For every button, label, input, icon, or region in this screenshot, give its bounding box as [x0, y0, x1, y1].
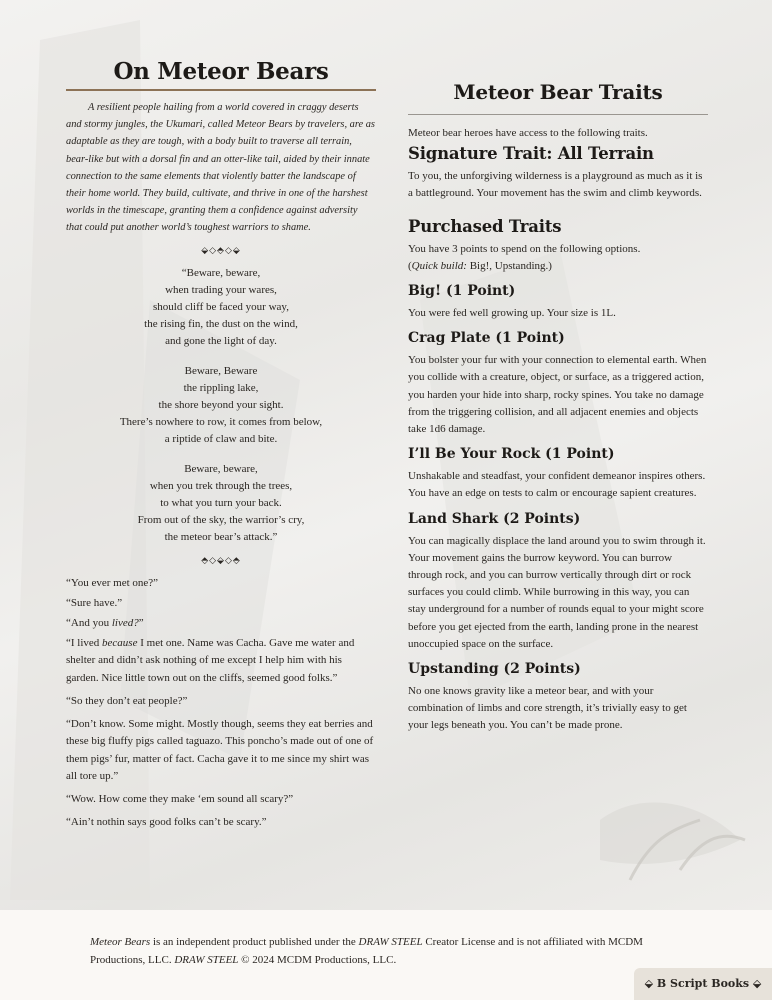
- license-text: © 2024 MCDM Productions, LLC.: [238, 953, 397, 966]
- poem: [66, 265, 376, 547]
- left-column: [66, 58, 376, 834]
- dialog-line: [66, 615, 376, 632]
- brand-name: DRAW STEEL: [174, 953, 239, 966]
- right-column: [408, 80, 708, 742]
- poem-line: Beware, beware,: [184, 462, 258, 475]
- license-text: is an independent product published under the: [150, 936, 359, 948]
- dialog-line: “Sure have.”: [66, 596, 123, 609]
- quick-build-value: Big!, Upstanding.): [466, 259, 552, 272]
- quick-build-paren: (: [408, 259, 412, 272]
- traits-title: Meteor Bear Traits: [408, 80, 708, 115]
- trait-text: Unshakable and steadfast, your confident demeanor inspires others. You have an edge on tests to calm or encourage sapient creatures.: [408, 470, 706, 500]
- poem-line: should cliff be faced your way,: [153, 301, 289, 314]
- dialog-line: “Wow. How come they make ‘em sound all scary?”: [66, 792, 294, 805]
- poem-line: “Beware, beware,: [181, 266, 261, 279]
- poem-line: the rising fin, the dust on the wind,: [144, 318, 298, 331]
- trait-text: You can magically displace the land around you to swim through it. Your movement gains the burrow keyword. You can burrow through rock, and you can burrow vertically through dirt or rock surfaces you could climb. While burrowing in this way, you can stay underground for a number of rounds equal to your might score before you get ejected from the earth, landing prone in the nearest unoccupied space on the surface.: [408, 534, 706, 650]
- trait-heading: Land Shark (2 Points): [408, 510, 581, 527]
- poem-stanza: [66, 363, 376, 449]
- poem-line: Beware, Beware: [184, 364, 258, 377]
- trait-crag-plate: [408, 329, 708, 438]
- poem-line: when you trek through the trees,: [149, 479, 293, 492]
- signature-trait-section: [408, 144, 708, 202]
- signature-trait-text: To you, the unforgiving wilderness is a playground as much as it is a battleground. Your movement has the swim and climb keywords.: [408, 170, 703, 200]
- dialog-emphasis: because: [102, 637, 138, 650]
- trait-heading: Big! (1 Point): [408, 283, 516, 300]
- poem-stanza: [66, 265, 376, 351]
- ornament-divider: ⬘◇⬙◇⬘: [201, 555, 241, 566]
- trait-land-shark: [408, 510, 708, 653]
- trait-ill-be-your-rock: [408, 445, 708, 502]
- brand-name: DRAW STEEL: [358, 936, 423, 948]
- purchased-traits-text: [408, 241, 708, 275]
- poem-line: From out of the sky, the warrior’s cry,: [137, 514, 305, 527]
- intro-paragraph: A resilient people hailing from a world covered in craggy deserts and stormy jungles, the Ukumari, called Meteor Bears by travelers, are as adaptable as they are tough, with a body built to traverse all terrain, bear-like but with a dorsal fin and an otter-like tail, aided by their innate connection to the same elements that violently batter the landscape of their home world. They build, cultivate, and thrive in one of the harshest worlds in the timescape, granting them a confidence against adversity that could put another world’s toughest warriors to shame.: [66, 102, 375, 234]
- license-notice: [90, 934, 690, 969]
- page-title: On Meteor Bears: [113, 58, 329, 85]
- trait-heading: Crag Plate (1 Point): [408, 330, 565, 347]
- trait-heading: Upstanding (2 Points): [408, 661, 581, 678]
- purchased-traits-heading: Purchased Traits: [408, 216, 562, 236]
- dialog-emphasis: lived?: [111, 617, 139, 630]
- quick-build-label: Quick build:: [411, 259, 467, 272]
- dialog-line: “You ever met one?”: [66, 576, 159, 589]
- poem-line: to what you turn your back.: [160, 497, 282, 510]
- poem-line: There’s nowhere to row, it comes from below,: [119, 416, 323, 429]
- trait-text: You were fed well growing up. Your size is 1L.: [408, 307, 616, 320]
- dialog-line: “So they don’t eat people?”: [66, 694, 188, 707]
- poem-line: the meteor bear’s attack.”: [164, 531, 278, 544]
- poem-line: and gone the light of day.: [165, 335, 277, 348]
- dialog-text: “I lived: [66, 637, 103, 650]
- trait-upstanding: [408, 660, 708, 735]
- dialog: [66, 575, 376, 832]
- poem-stanza: [66, 461, 376, 547]
- ornament-divider: ⬙◇⬘◇⬙: [201, 245, 241, 256]
- footer: [0, 910, 772, 1000]
- license-text: Creator License and is not affiliated with MCDM Productions, LLC.: [90, 936, 643, 966]
- signature-trait-heading: Signature Trait: All Terrain: [408, 144, 654, 164]
- dialog-text: ”: [138, 617, 144, 630]
- traits-intro: Meteor bear heroes have access to the following traits.: [408, 127, 648, 139]
- dialog-text: I met one. Name was Cacha. Gave me water and shelter and didn’t ask nothing of me except I help him with his garden. Nice little town out on the cliffs, seemed good folks.”: [66, 637, 355, 684]
- trait-big: [408, 282, 708, 322]
- purchased-text: You have 3 points to spend on the following options.: [408, 242, 641, 255]
- poem-line: the shore beyond your sight.: [158, 399, 284, 412]
- trait-text: You bolster your fur with your connection to elemental earth. When you collide with a creature, object, or surface, as a triggered action, you harden your hide into sharp, rocky spines. You take no damage from the triggering collision, and all adjacent enemies and objects take 1d6 damage.: [408, 354, 707, 436]
- poem-line: a riptide of claw and bite.: [164, 433, 278, 446]
- purchased-traits-section: [408, 217, 708, 275]
- dialog-line: [66, 635, 376, 687]
- poem-line: when trading your wares,: [165, 283, 277, 296]
- trait-text: No one knows gravity like a meteor bear, and with your combination of limbs and core strength, it’s trivially easy to get your legs beneath you. You can’t be made prone.: [408, 685, 687, 732]
- dialog-line: “Ain’t nothin says good folks can’t be scary.”: [66, 816, 267, 829]
- title-divider: [66, 89, 376, 91]
- product-name: Meteor Bears: [90, 936, 151, 948]
- dialog-text: “And you: [66, 617, 112, 630]
- publisher-badge: ⬙ B Script Books ⬙: [634, 968, 772, 1000]
- poem-line: the rippling lake,: [183, 381, 259, 394]
- dialog-line: “Don’t know. Some might. Mostly though, seems they eat berries and these big fluffy pigs called taguazo. This poncho’s made out of one of them pigs’ fur, matter of fact. Cacha gave it to me since my shirt was all tore up.”: [66, 718, 374, 782]
- trait-heading: I’ll Be Your Rock (1 Point): [408, 446, 615, 463]
